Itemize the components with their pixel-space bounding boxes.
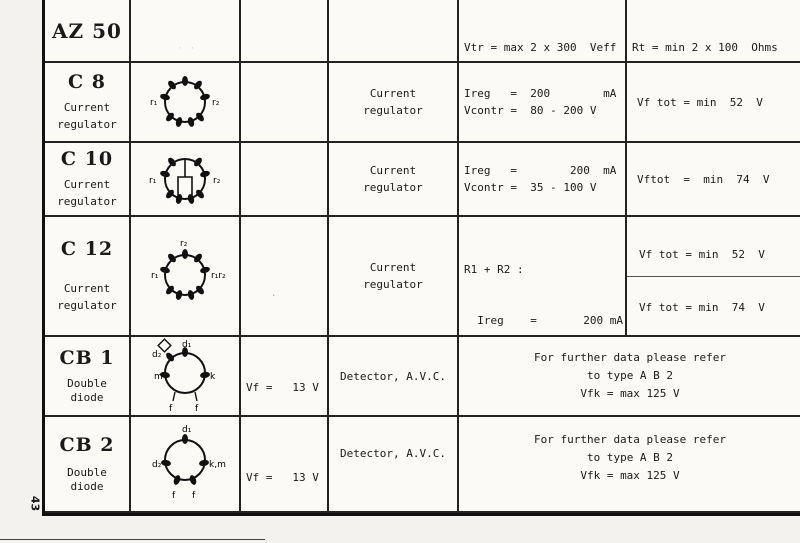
type-desc-line: diode — [70, 480, 104, 493]
type-desc-line: Double — [67, 377, 107, 390]
pin-label: k — [210, 372, 216, 382]
heater-line: Vf = 13 V — [246, 381, 319, 394]
data-cell-c12 — [459, 217, 627, 337]
heater-cell-c10 — [241, 143, 329, 217]
data-line: Ireg = 200 mA — [464, 314, 623, 327]
data-cell-c10 — [459, 143, 627, 217]
pin-label: r₁ — [149, 176, 157, 186]
type-name: C 8 — [68, 71, 106, 93]
type-desc-line: diode — [70, 391, 104, 404]
circuit-cell-cb1 — [131, 337, 241, 417]
type-desc-line: regulator — [57, 299, 117, 312]
base-pinout-diagram — [132, 337, 238, 415]
data-line: Ireg = 200 mA — [464, 87, 617, 100]
further-data-line: For further data please refer — [533, 351, 727, 364]
pin-label: d₁ — [182, 340, 192, 350]
type-name: C 10 — [60, 148, 114, 170]
heater-cell-az50 — [241, 0, 329, 63]
heater-cell-cb1 — [241, 337, 329, 417]
application-line: Current — [369, 261, 417, 274]
further-data-line: For further data please refer — [533, 433, 727, 446]
further-data-line: to type A B 2 — [586, 369, 674, 382]
limits-cell-c12 — [627, 217, 800, 337]
type-name: CB 2 — [59, 434, 115, 456]
type-cell-c8 — [45, 63, 131, 143]
type-desc-line: regulator — [57, 118, 117, 131]
pin-label: f — [192, 491, 196, 501]
type-desc-line: Current — [63, 178, 111, 191]
application-line: regulator — [363, 104, 423, 117]
further-data-line: to type A B 2 — [586, 451, 674, 464]
limit-line: Vf tot = min 52 V — [639, 248, 765, 261]
bleed-through-mark: · · — [177, 44, 197, 54]
further-data-cell-cb2 — [459, 417, 800, 513]
heater-cell-cb2 — [241, 417, 329, 513]
data-line: Vcontr = 80 - 200 V — [464, 104, 597, 117]
type-name: AZ 50 — [52, 18, 122, 43]
pin-label: f — [172, 491, 176, 501]
type-desc-line: Current — [63, 282, 111, 295]
pin-label: d₂ — [152, 460, 162, 470]
limits-cell-c8 — [627, 63, 800, 143]
heater-cell-c12 — [241, 217, 329, 337]
circuit-cell-c10 — [131, 143, 241, 217]
pin-label: d₂ — [152, 350, 162, 360]
application-line: Current — [369, 87, 417, 100]
limits-cell-c10 — [627, 143, 800, 217]
pin-label: r₂ — [180, 239, 188, 249]
pin-label: d₁ — [182, 425, 192, 435]
further-data-line: Vfk = max 125 V — [580, 469, 680, 482]
scan-bottom-rule — [0, 539, 265, 540]
circuit-cell-c12 — [131, 217, 241, 337]
type-desc-line: Current — [63, 101, 111, 114]
limit-line: Vf tot = min 52 V — [637, 95, 763, 109]
application-cell-az50 — [329, 0, 459, 63]
application-cell-cb1 — [329, 337, 459, 417]
circuit-cell-c8 — [131, 63, 241, 143]
type-desc-line: Double — [67, 466, 107, 479]
further-data-line: Vfk = max 125 V — [580, 387, 680, 400]
circuit-cell-az50 — [131, 0, 241, 63]
data-line: R1 + R2 : — [464, 263, 524, 276]
base-pinout-diagram — [132, 422, 238, 506]
type-cell-az50 — [45, 0, 131, 63]
base-pinout-diagram — [132, 235, 238, 315]
pin-label: f — [195, 404, 199, 414]
type-name: CB 1 — [59, 347, 115, 369]
application-cell-c12 — [329, 217, 459, 337]
pin-label: f — [169, 404, 173, 414]
pin-label: k,m — [209, 460, 226, 470]
application-line: Current — [369, 164, 417, 177]
limit-line: Vftot = min 74 V — [637, 172, 770, 186]
circuit-cell-cb2 — [131, 417, 241, 513]
pin-marks — [159, 76, 210, 128]
application-cell-c10 — [329, 143, 459, 217]
base-pinout-diagram — [132, 144, 238, 214]
data-cell-az50 — [459, 0, 627, 63]
limit-line: Vf tot = min 74 V — [639, 301, 765, 314]
type-cell-c10 — [45, 143, 131, 217]
pin-marks — [159, 249, 210, 301]
application-line: Detector, A.V.C. — [340, 369, 446, 383]
base-pinout-diagram — [132, 64, 238, 140]
pin-label: m — [154, 372, 163, 382]
print-speck: . — [271, 289, 278, 299]
data-line: Ireg = 200 mA — [464, 164, 617, 177]
type-desc-line: regulator — [57, 195, 117, 208]
pin-label: r₁ — [150, 98, 158, 108]
type-cell-cb1 — [45, 337, 131, 417]
pin-label: r₁r₂ — [211, 271, 226, 281]
data-cell-c8 — [459, 63, 627, 143]
application-line: regulator — [363, 181, 423, 194]
pin-label: r₁ — [151, 271, 159, 281]
data-line: Vcontr = 35 - 100 V — [464, 181, 597, 194]
pin-marks — [161, 434, 210, 486]
type-cell-cb2 — [45, 417, 131, 513]
heater-cell-c8 — [241, 63, 329, 143]
application-cell-cb2 — [329, 417, 459, 513]
page-number: 43 — [28, 495, 42, 512]
further-data-cell-cb1 — [459, 337, 800, 417]
application-cell-c8 — [329, 63, 459, 143]
limits-divider — [627, 217, 800, 277]
limits-cell-az50 — [627, 0, 800, 63]
heater-line: Vf = 13 V — [246, 471, 319, 484]
application-line: regulator — [363, 278, 423, 291]
limit-line: Rt = min 2 x 100 Ohms — [632, 41, 778, 54]
application-line: Detector, A.V.C. — [340, 447, 446, 460]
pin-label: r₂ — [213, 176, 221, 186]
pin-label: r₂ — [212, 98, 220, 108]
type-name: C 12 — [60, 238, 114, 260]
type-cell-c12 — [45, 217, 131, 337]
data-line: Vtr = max 2 x 300 Veff — [464, 41, 617, 54]
tube-data-table — [42, 0, 800, 516]
